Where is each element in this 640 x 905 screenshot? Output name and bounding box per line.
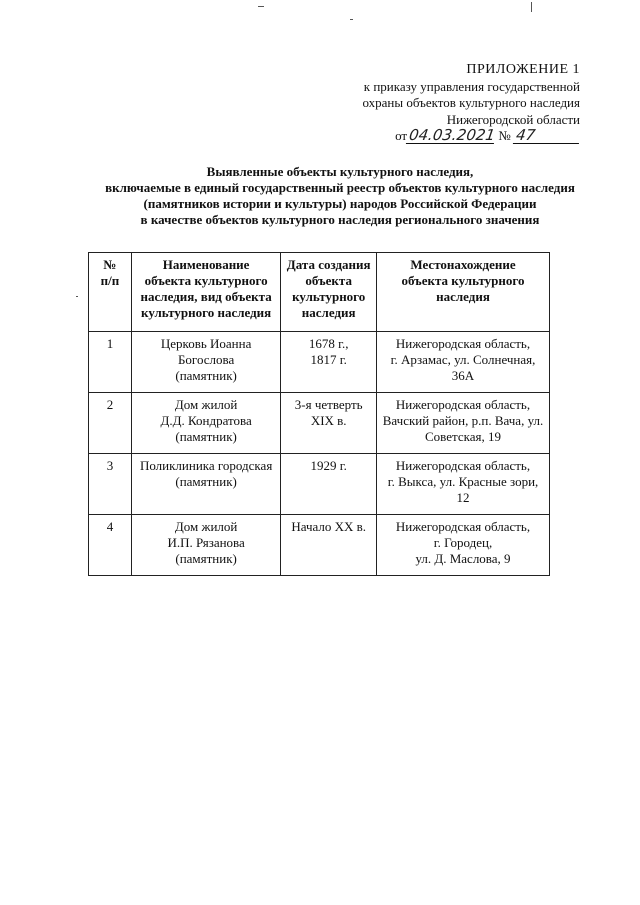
heading-line: в качестве объектов культурного наследия регионального значения [140,212,540,227]
appendix-line: Нижегородской области [446,111,580,127]
cell-location: Нижегородская область, г. Выкса, ул. Красные зори, 12 [377,454,550,515]
handwritten-number: 47 [513,128,581,144]
cell-number: 2 [89,393,132,454]
cell-number: 4 [89,515,132,576]
cell-number: 1 [89,332,132,393]
document-heading [80,164,600,228]
header-date: Дата создания объекта культурного наследия [281,253,377,332]
table-header-row [89,253,550,332]
heading-line: Выявленные объекты культурного наследия, [206,164,474,179]
appendix-title: ПРИЛОЖЕНИЕ 1 [466,62,580,77]
header-location: Местонахождение объекта культурного наследия [377,253,550,332]
table-row [89,515,550,576]
number-prefix: № [498,128,511,143]
cell-date: 1929 г. [281,454,377,515]
scan-speck [258,6,264,7]
header-name: Наименование объекта культурного наследия, вид объекта культурного наследия [131,253,281,332]
cell-location: Нижегородская область, Вачский район, р.п. Вача, ул. Советская, 19 [377,393,550,454]
cell-date: 3-я четверть XIX в. [281,393,377,454]
scan-speck [350,19,353,20]
cell-name: Церковь Иоанна Богослова (памятник) [131,332,281,393]
appendix-line: к приказу управления государственной [363,78,580,94]
cell-name: Поликлиника городская (памятник) [131,454,281,515]
cell-date: Начало XX в. [281,515,377,576]
cell-location: Нижегородская область, г. Городец, ул. Д. Маслова, 9 [377,515,550,576]
order-reference [320,128,580,145]
header-number: № п/п [89,253,132,332]
table-row [89,393,550,454]
date-prefix: от [395,128,408,143]
cell-date: 1678 г., 1817 г. [281,332,377,393]
heading-line: (памятников истории и культуры) народов Российской Федерации [143,196,537,211]
cell-name: Дом жилой Д.Д. Кондратова (памятник) [131,393,281,454]
cell-number: 3 [89,454,132,515]
appendix-line: охраны объектов культурного наследия [362,95,580,110]
scan-speck [531,2,532,12]
heritage-objects-table [88,252,550,576]
table-row [89,454,550,515]
scan-speck [76,296,78,297]
heading-line: включаемые в единый государственный реестр объектов культурного наследия [105,180,575,195]
cell-name: Дом жилой И.П. Рязанова (памятник) [131,515,281,576]
table-row [89,332,550,393]
cell-location: Нижегородская область, г. Арзамас, ул. Солнечная, 36А [377,332,550,393]
handwritten-date: 04.03.2021 [407,126,497,144]
appendix-block [320,62,580,145]
